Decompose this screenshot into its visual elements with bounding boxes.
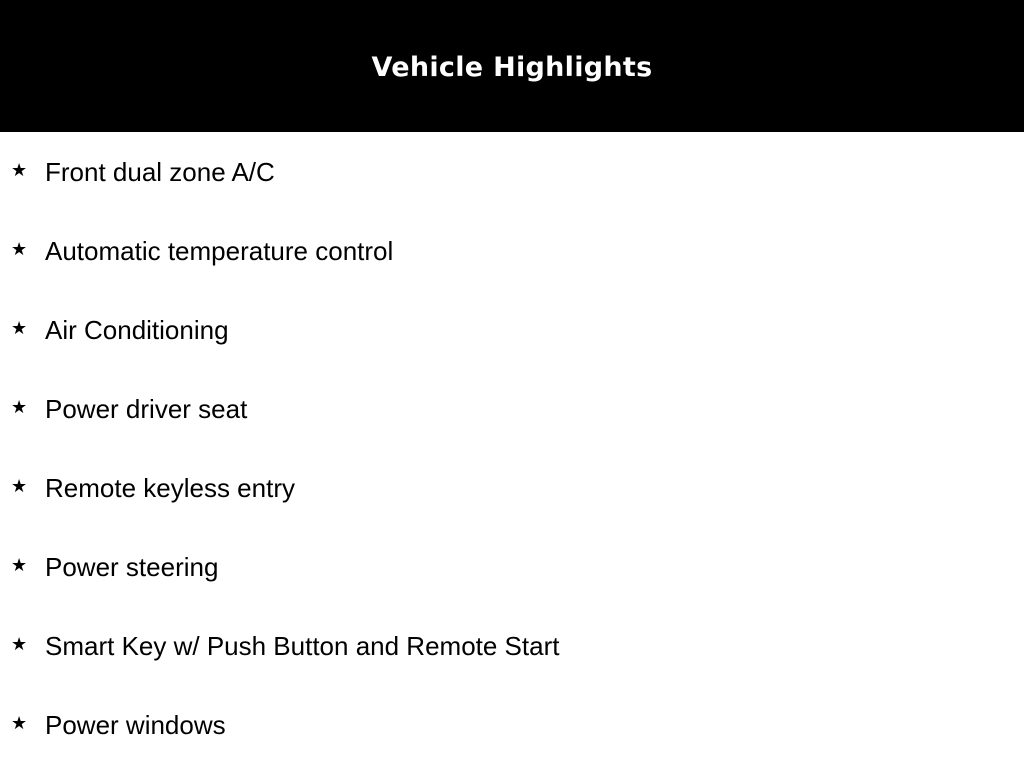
- list-item: [0, 389, 1024, 468]
- highlights-list: [0, 152, 1024, 784]
- item-label: Power driver seat: [45, 394, 248, 424]
- list-item: [0, 468, 1024, 547]
- star-icon: ★: [11, 397, 28, 418]
- list-item: [0, 231, 1024, 310]
- item-label: Remote keyless entry: [45, 473, 295, 503]
- star-icon: ★: [11, 555, 28, 576]
- star-icon: ★: [11, 713, 28, 734]
- list-item: [0, 152, 1024, 231]
- item-label: Power steering: [45, 552, 219, 582]
- star-icon: ★: [11, 476, 28, 497]
- item-label: Smart Key w/ Push Button and Remote Start: [45, 631, 560, 661]
- page-title: Vehicle Highlights: [371, 52, 653, 83]
- star-icon: ★: [11, 160, 28, 181]
- item-label: Front dual zone A/C: [45, 157, 275, 187]
- item-label: Automatic temperature control: [45, 236, 394, 266]
- list-item: [0, 626, 1024, 705]
- list-item: [0, 310, 1024, 389]
- list-item: [0, 705, 1024, 784]
- header-banner: [0, 0, 1024, 132]
- item-label: Air Conditioning: [45, 315, 229, 345]
- star-icon: ★: [11, 239, 28, 260]
- list-item: [0, 547, 1024, 626]
- star-icon: ★: [11, 318, 28, 339]
- item-label: Power windows: [45, 710, 226, 740]
- star-icon: ★: [11, 634, 28, 655]
